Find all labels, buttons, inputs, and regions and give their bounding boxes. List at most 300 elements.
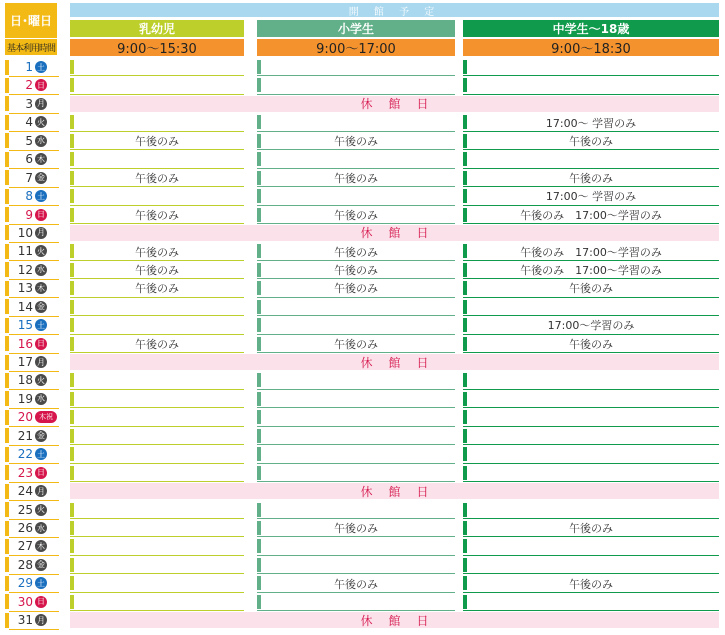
closed-day-banner: 休館日 <box>70 225 719 241</box>
date-number: 13 <box>17 281 33 296</box>
date-cell <box>5 133 59 149</box>
cell-marker <box>463 78 467 92</box>
date-number: 11 <box>17 244 33 259</box>
cell-marker <box>463 152 467 166</box>
cell-marker <box>70 78 74 92</box>
table-row <box>0 113 725 131</box>
weekday-badge: 月 <box>37 357 45 367</box>
date-cell <box>5 465 59 481</box>
cell-note: 午後のみ <box>135 282 179 296</box>
schedule-cell <box>257 335 455 353</box>
date-marker <box>5 465 9 480</box>
date-marker <box>5 133 9 148</box>
schedule-cell <box>463 242 719 260</box>
schedule-cell <box>463 279 719 297</box>
cell-marker <box>257 263 261 277</box>
date-number: 24 <box>17 484 33 499</box>
table-row <box>0 574 725 592</box>
cell-note: 午後のみ <box>334 337 378 351</box>
weekday-badge: 木 <box>37 541 45 551</box>
cell-note: 午後のみ <box>135 264 179 278</box>
weekday-badge: 月 <box>37 99 45 109</box>
schedule-cell <box>70 335 244 353</box>
schedule-cell <box>70 279 244 297</box>
schedule-cell <box>463 371 719 389</box>
cell-marker <box>70 558 74 572</box>
schedule-cell <box>463 150 719 168</box>
date-cell <box>5 96 59 112</box>
date-cell <box>5 299 59 315</box>
table-row <box>0 76 725 94</box>
date-number: 6 <box>25 152 33 167</box>
cell-note: 17:00～ 学習のみ <box>545 116 637 130</box>
cell-marker <box>463 576 467 590</box>
weekday-badge: 火 <box>37 246 45 256</box>
cell-marker <box>70 576 74 590</box>
cell-marker <box>257 318 261 332</box>
cell-marker <box>257 373 261 387</box>
cell-marker <box>70 539 74 553</box>
date-number: 16 <box>17 336 33 351</box>
cell-marker <box>463 503 467 517</box>
cell-marker <box>257 300 261 314</box>
date-number: 20 <box>17 410 33 425</box>
schedule-cell <box>70 113 244 131</box>
schedule-cell <box>257 261 455 279</box>
cell-marker <box>257 410 261 424</box>
table-row <box>0 482 725 500</box>
date-cell <box>5 502 59 518</box>
date-marker <box>5 502 9 517</box>
date-marker <box>5 373 9 388</box>
table-row <box>0 537 725 555</box>
table-row <box>0 593 725 611</box>
date-marker <box>5 244 9 259</box>
date-marker <box>5 539 9 554</box>
date-cell <box>5 188 59 204</box>
cell-marker <box>70 466 74 480</box>
cell-marker <box>463 373 467 387</box>
schedule-cell <box>70 150 244 168</box>
weekday-badge: 金 <box>37 302 45 312</box>
date-marker <box>5 557 9 572</box>
date-marker <box>5 318 9 333</box>
cell-note: 午後のみ <box>334 208 378 222</box>
cell-marker <box>463 410 467 424</box>
cell-marker <box>463 337 467 351</box>
weekday-badge: 木 <box>37 154 45 164</box>
weekday-badge: 土 <box>37 578 45 588</box>
date-number: 27 <box>17 539 33 554</box>
date-marker <box>5 207 9 222</box>
date-marker <box>5 170 9 185</box>
date-cell <box>5 594 59 610</box>
date-cell <box>5 317 59 333</box>
cell-marker <box>463 171 467 185</box>
cell-note: 午後のみ <box>334 522 378 536</box>
schedule-cell <box>257 298 455 316</box>
cell-marker <box>463 115 467 129</box>
schedule-cell <box>257 464 455 482</box>
cell-marker <box>257 466 261 480</box>
table-row <box>0 150 725 168</box>
schedule-cell <box>257 408 455 426</box>
cell-marker <box>70 60 74 74</box>
date-marker <box>5 447 9 462</box>
schedule-cell <box>70 261 244 279</box>
date-marker <box>5 189 9 204</box>
date-marker <box>5 299 9 314</box>
schedule-cell <box>70 187 244 205</box>
date-number: 1 <box>25 60 33 74</box>
weekday-badge: 土 <box>37 320 45 330</box>
cell-marker <box>257 244 261 258</box>
cell-marker <box>70 503 74 517</box>
schedule-title: 開 館 予 定 <box>70 3 719 17</box>
closed-day-banner: 休館日 <box>70 612 719 628</box>
cell-marker <box>257 189 261 203</box>
schedule-cell <box>257 279 455 297</box>
date-marker <box>5 521 9 536</box>
date-number: 31 <box>17 613 33 628</box>
table-row <box>0 261 725 279</box>
schedule-cell <box>463 58 719 76</box>
weekday-badge: 金 <box>37 173 45 183</box>
date-marker <box>5 355 9 370</box>
date-marker <box>5 428 9 443</box>
weekday-badge: 火 <box>37 375 45 385</box>
weekday-badge: 月 <box>37 228 45 238</box>
date-cell <box>5 280 59 296</box>
cell-marker <box>463 134 467 148</box>
schedule-cell <box>463 537 719 555</box>
day-weekday-header: 日･曜日 <box>5 3 57 38</box>
cell-marker <box>257 447 261 461</box>
schedule-cell <box>463 316 719 334</box>
date-cell <box>5 446 59 462</box>
cell-marker <box>257 558 261 572</box>
cell-note: 17:00～学習のみ <box>547 319 635 333</box>
cell-marker <box>257 78 261 92</box>
date-cell <box>5 262 59 278</box>
schedule-cell <box>463 574 719 592</box>
schedule-cell <box>257 76 455 94</box>
date-number: 19 <box>17 391 33 406</box>
weekday-badge: 月 <box>37 486 45 496</box>
schedule-cell <box>463 169 719 187</box>
schedule-cell <box>463 187 719 205</box>
basic-hours-label: 基本利用時間 <box>5 39 57 55</box>
schedule-cell <box>257 58 455 76</box>
date-cell <box>5 372 59 388</box>
cell-marker <box>70 318 74 332</box>
cell-marker <box>463 60 467 74</box>
weekday-badge: 土 <box>37 449 45 459</box>
schedule-cell <box>463 298 719 316</box>
cell-note: 午後のみ <box>135 337 179 351</box>
category-infant: 乳幼児 <box>70 20 244 37</box>
hours-infant: 9:00～15:30 <box>70 39 244 56</box>
date-marker <box>5 262 9 277</box>
date-cell <box>5 59 59 75</box>
schedule-cell <box>70 242 244 260</box>
date-number: 29 <box>17 576 33 591</box>
cell-marker <box>70 189 74 203</box>
category-elementary: 小学生 <box>257 20 455 37</box>
date-marker <box>5 60 9 75</box>
schedule-cell <box>257 150 455 168</box>
weekday-badge: 金 <box>37 560 45 570</box>
schedule-cell <box>463 408 719 426</box>
date-cell <box>5 612 59 628</box>
cell-note: 午後のみ <box>334 245 378 259</box>
cell-note: 午後のみ <box>569 522 613 536</box>
table-row <box>0 501 725 519</box>
date-number: 8 <box>25 189 33 204</box>
cell-marker <box>70 521 74 535</box>
date-number: 21 <box>17 428 33 443</box>
weekday-badge: 水 <box>37 523 45 533</box>
date-number: 4 <box>25 115 33 130</box>
weekday-badge: 木祝 <box>35 411 57 423</box>
cell-marker <box>70 595 74 609</box>
cell-marker <box>463 558 467 572</box>
cell-marker <box>463 539 467 553</box>
date-number: 14 <box>17 299 33 314</box>
date-cell <box>5 114 59 130</box>
table-row <box>0 335 725 353</box>
cell-note: 午後のみ <box>135 208 179 222</box>
schedule-cell <box>463 445 719 463</box>
cell-note: 午後のみ <box>569 337 613 351</box>
schedule-cell <box>463 427 719 445</box>
cell-marker <box>257 539 261 553</box>
weekday-badge: 日 <box>37 210 45 220</box>
schedule-cell <box>257 390 455 408</box>
cell-note: 午後のみ <box>334 577 378 591</box>
cell-marker <box>257 503 261 517</box>
weekday-badge: 日 <box>37 468 45 478</box>
date-marker <box>5 576 9 591</box>
schedule-cell <box>463 390 719 408</box>
cell-marker <box>463 521 467 535</box>
cell-marker <box>70 281 74 295</box>
date-number: 3 <box>25 96 33 111</box>
table-row <box>0 242 725 260</box>
cell-marker <box>70 447 74 461</box>
schedule-cell <box>463 501 719 519</box>
table-row <box>0 279 725 297</box>
cell-note: 午後のみ 17:00～学習のみ <box>520 208 662 222</box>
weekday-badge: 日 <box>37 80 45 90</box>
date-cell <box>5 336 59 352</box>
schedule-cell <box>70 574 244 592</box>
cell-marker <box>70 373 74 387</box>
date-marker <box>5 391 9 406</box>
schedule-cell <box>257 242 455 260</box>
schedule-cell <box>70 316 244 334</box>
table-row <box>0 206 725 224</box>
cell-note: 午後のみ <box>334 282 378 296</box>
weekday-badge: 木 <box>37 283 45 293</box>
schedule-cell <box>70 427 244 445</box>
table-row <box>0 298 725 316</box>
cell-marker <box>257 392 261 406</box>
cell-note: 午後のみ <box>334 171 378 185</box>
cell-note: 午後のみ <box>569 171 613 185</box>
date-marker <box>5 281 9 296</box>
schedule-cell <box>70 537 244 555</box>
date-cell <box>5 538 59 554</box>
schedule-cell <box>257 316 455 334</box>
cell-marker <box>70 152 74 166</box>
schedule-cell <box>257 519 455 537</box>
cell-note: 17:00～ 学習のみ <box>545 190 637 204</box>
cell-marker <box>463 263 467 277</box>
cell-marker <box>70 134 74 148</box>
table-row <box>0 95 725 113</box>
weekday-badge: 日 <box>37 597 45 607</box>
table-row <box>0 427 725 445</box>
schedule-cell <box>70 501 244 519</box>
cell-marker <box>70 429 74 443</box>
schedule-cell <box>257 427 455 445</box>
weekday-badge: 月 <box>37 615 45 625</box>
cell-marker <box>70 337 74 351</box>
date-marker <box>5 613 9 628</box>
date-number: 7 <box>25 170 33 185</box>
cell-marker <box>70 300 74 314</box>
cell-marker <box>257 115 261 129</box>
cell-marker <box>70 410 74 424</box>
schedule-cell <box>257 132 455 150</box>
cell-note: 午後のみ <box>334 264 378 278</box>
cell-marker <box>257 337 261 351</box>
cell-note: 午後のみ 17:00～学習のみ <box>520 264 662 278</box>
date-underline <box>9 629 59 630</box>
cell-marker <box>257 595 261 609</box>
schedule-cell <box>257 187 455 205</box>
schedule-cell <box>463 76 719 94</box>
date-number: 22 <box>17 447 33 462</box>
date-number: 10 <box>17 225 33 240</box>
cell-marker <box>70 244 74 258</box>
date-marker <box>5 115 9 130</box>
table-row <box>0 556 725 574</box>
table-row <box>0 169 725 187</box>
table-row <box>0 445 725 463</box>
schedule-cell <box>70 464 244 482</box>
schedule-cell <box>70 556 244 574</box>
weekday-badge: 火 <box>37 117 45 127</box>
date-cell <box>5 243 59 259</box>
weekday-badge: 水 <box>37 394 45 404</box>
schedule-cell <box>257 574 455 592</box>
date-cell <box>5 575 59 591</box>
schedule-cell <box>70 390 244 408</box>
schedule-cell <box>257 593 455 611</box>
table-row <box>0 408 725 426</box>
date-cell <box>5 354 59 370</box>
schedule-cell <box>70 408 244 426</box>
cell-marker <box>463 281 467 295</box>
date-number: 26 <box>17 521 33 535</box>
date-cell <box>5 483 59 499</box>
table-row <box>0 187 725 205</box>
cell-note: 午後のみ <box>334 134 378 148</box>
cell-marker <box>257 429 261 443</box>
date-marker <box>5 78 9 93</box>
date-marker <box>5 152 9 167</box>
schedule-cell <box>70 169 244 187</box>
weekday-badge: 土 <box>37 191 45 201</box>
date-cell <box>5 520 59 536</box>
cell-marker <box>463 208 467 222</box>
schedule-cell <box>257 501 455 519</box>
cell-note: 午後のみ 17:00～学習のみ <box>520 245 662 259</box>
weekday-badge: 火 <box>37 505 45 515</box>
cell-marker <box>257 152 261 166</box>
cell-marker <box>257 171 261 185</box>
date-cell <box>5 77 59 93</box>
cell-marker <box>463 392 467 406</box>
schedule-cell <box>257 206 455 224</box>
table-row <box>0 519 725 537</box>
date-cell <box>5 225 59 241</box>
schedule-cell <box>70 593 244 611</box>
cell-marker <box>463 318 467 332</box>
schedule-cell <box>463 206 719 224</box>
schedule-cell <box>257 371 455 389</box>
date-number: 15 <box>17 318 33 333</box>
cell-marker <box>463 429 467 443</box>
schedule-cell <box>463 261 719 279</box>
cell-marker <box>257 281 261 295</box>
schedule-cell <box>463 556 719 574</box>
cell-note: 午後のみ <box>569 282 613 296</box>
cell-note: 午後のみ <box>569 134 613 148</box>
date-cell <box>5 170 59 186</box>
date-number: 23 <box>17 465 33 480</box>
schedule-cell <box>463 593 719 611</box>
schedule-cell <box>70 298 244 316</box>
weekday-badge: 土 <box>37 62 45 72</box>
cell-marker <box>70 208 74 222</box>
table-row <box>0 390 725 408</box>
date-marker <box>5 225 9 240</box>
date-cell <box>5 151 59 167</box>
table-row <box>0 353 725 371</box>
cell-marker <box>257 134 261 148</box>
date-cell <box>5 428 59 444</box>
cell-marker <box>70 392 74 406</box>
date-cell <box>5 391 59 407</box>
date-marker <box>5 96 9 111</box>
schedule-cell <box>463 464 719 482</box>
cell-marker <box>257 521 261 535</box>
schedule-cell <box>70 206 244 224</box>
date-cell <box>5 557 59 573</box>
schedule-cell <box>463 113 719 131</box>
schedule-cell <box>257 537 455 555</box>
hours-elementary: 9:00～17:00 <box>257 39 455 56</box>
cell-marker <box>257 576 261 590</box>
date-number: 17 <box>17 355 33 370</box>
cell-note: 午後のみ <box>135 245 179 259</box>
schedule-cell <box>70 445 244 463</box>
closed-day-banner: 休館日 <box>70 354 719 370</box>
schedule-cell <box>257 113 455 131</box>
